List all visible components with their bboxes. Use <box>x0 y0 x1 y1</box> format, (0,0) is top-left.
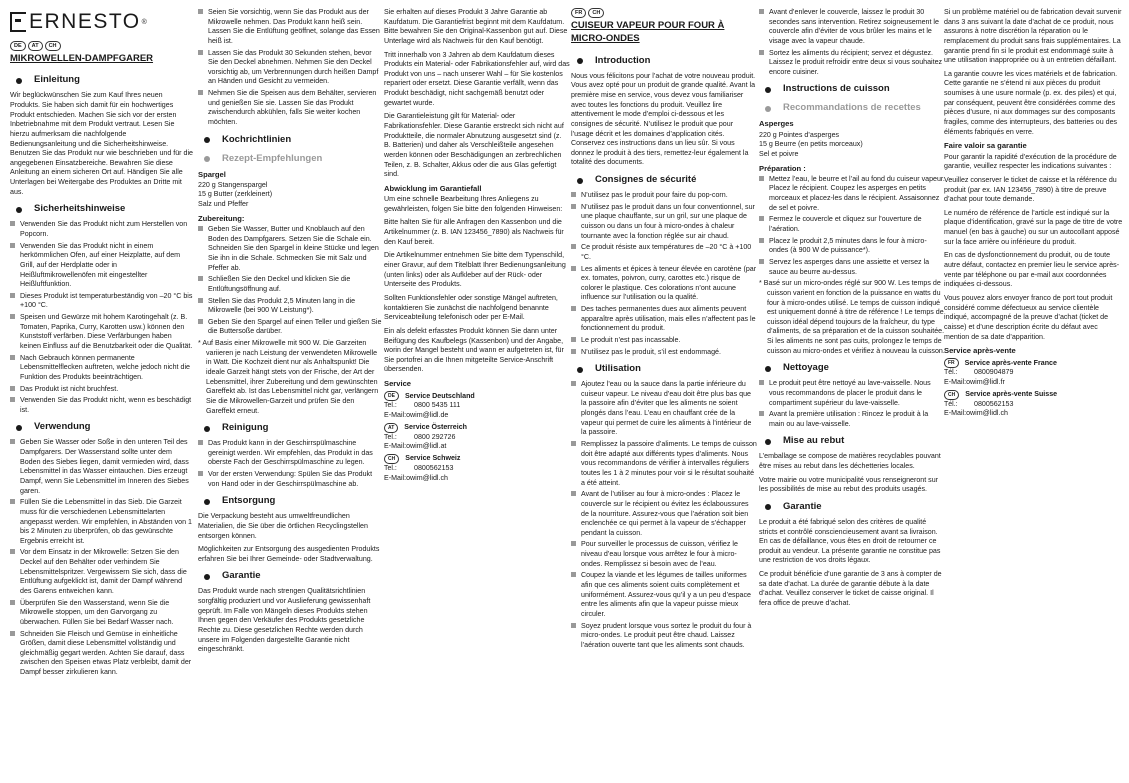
service-name: Service après-vente France <box>964 358 1057 367</box>
tel-label: Tel.: <box>384 464 397 472</box>
de-claim-text: Die Artikelnummer entnehmen Sie bitte dem Typenschild, einer Gravur, auf dem Titelblatt Ihrer Bedienungsanleitung (unten links) oder als Aufkleber auf der Rück- oder Unterseite des Produkts. <box>384 251 566 289</box>
fr-service-heading: Service après-vente <box>944 346 1016 356</box>
de-use-item: Seien Sie vorsichtig, wenn Sie das Produkt aus der Mikrowelle nehmen. Das Produkt kann heiß sein. Lassen Sie die Entlüftung geöffnet, solange das Essen heiß ist. <box>198 8 382 47</box>
service-name: Service Deutschland <box>404 391 475 400</box>
fr-warranty-heading: Garantie <box>759 501 945 514</box>
de-warranty-text: Die Garantieleistung gilt für Material- oder Fabrikationsfehler. Diese Garantie erstreckt sich nicht auf Produktteile, die normaler Abnutzung ausgesetzt sind (z. B. Batterien) und daher als Verschleißteile angesehen werden können oder Beschädigungen an zerbrechlichen Teilen, z. B. Schalter, Akkus oder die aus Glas gefertigt sind. <box>384 112 564 179</box>
fr-warranty-text: Le produit a été fabriqué selon des critères de qualité stricts et contrôlé consciencieusement avant sa livraison. En cas de défaillance, vous êtes en droit de retourner ce produit au vendeur. La présente garantie ne constitue pas une restriction de vos droits légaux. <box>759 517 941 565</box>
column-1 <box>10 8 194 680</box>
lang-badge: CH <box>588 8 604 18</box>
service-phone[interactable]: 0800562153 <box>414 463 454 472</box>
fr-use-item: Soyez prudent lorsque vous sortez le produit du four à micro-ondes. Le produit peut être chaud. Laissez l’aération ouverte tant que les aliments sont chauds. <box>571 622 757 651</box>
lang-badge: FR <box>571 8 586 18</box>
service-phone[interactable]: 0800 5435 111 <box>414 401 461 410</box>
service-email[interactable]: E-Mail:owim@lidl.ch <box>944 409 1008 418</box>
de-use-item: Schneiden Sie Fleisch und Gemüse in einheitliche Größen, damit diese Lebensmittel vollständig und gleichmäßig gegart werden. Achten Sie darauf, dass zwischen den Speisen etwas Platz verbleibt, damit der Dampf besser zirkulieren kann. <box>10 630 194 678</box>
de-clean-item: Vor der ersten Verwendung: Spülen Sie das Produkt von Hand oder in der Geschirrspülmaschine ab. <box>198 470 382 489</box>
de-disposal-text: Möglichkeiten zur Entsorgung des ausgedienten Produkts erfahren Sie bei Ihrer Gemeinde- oder Stadtverwaltung. <box>198 545 380 563</box>
de-safety-heading: Sicherheitshinweise <box>10 203 194 216</box>
service-name: Service après-vente Suisse <box>965 389 1058 398</box>
fr-prep-step: Mettez l’eau, le beurre et l’ail au fond du cuiseur vapeur. Placez le récipient. Coupez les asperges en petits morceaux et placez-les dans le récipient. Assaisonnez de sel et poivre. <box>759 175 945 214</box>
service-email[interactable]: E-Mail:owim@lidl.ch <box>384 473 448 482</box>
fr-prep-heading: Préparation : <box>759 163 806 173</box>
fr-warranty-text: La garantie couvre les vices matériels et de fabrication. Cette garantie ne s’étend ni aux pièces du produit soumises à une usure normale (p. ex. des piles) et qui, par conséquent, peuvent être considérées comme des pièces d’usure, ni aux dommages sur des composants fragiles, comme des interrupteurs, des batteries ou des éléments fabriqués en verre. <box>944 69 1118 136</box>
de-ingredient: 15 g Butter (zerkleinert) <box>198 190 273 199</box>
fr-prep-step: Fermez le couvercle et cliquez sur l’ouverture de l’aération. <box>759 215 945 234</box>
de-warranty-text: Das Produkt wurde nach strengen Qualitätsrichtlinien sorgfältig produziert und vor Auslieferung gewissenhaft geprüft. Im Falle von Mängeln dieses Produkts stehen Ihnen gegen den Verkäufer des Produkts gesetzliche Rechte zu. Diese gesetzlichen Rechte werden durch unsere im Folgenden dargestellte Garantie nicht eingeschränkt. <box>198 587 371 654</box>
tel-label: Tél.: <box>944 400 958 408</box>
de-language-badges <box>10 41 194 51</box>
column-4 <box>571 8 757 652</box>
de-recipe-heading: Rezept-Empfehlungen <box>198 153 382 166</box>
column-2 <box>198 8 382 659</box>
country-badge: AT <box>384 423 398 433</box>
fr-safety-item: N’utilisez pas le produit pour faire du pop-corn. <box>571 191 757 201</box>
fr-ingredient: 15 g Beurre (en petits morceaux) <box>759 140 863 149</box>
de-intro-text: Wir beglückwünschen Sie zum Kauf Ihres neuen Produkts. Sie haben sich damit für ein hochwertiges Produkt entschieden. Machen Sie sich vor der ersten Inbetriebnahme mit dem Produkt vertraut. Lesen Sie hierzu aufmerksam die nachfolgende Bedienungsanleitung und die Sicherheitshinweise. Benutzen Sie das Produkt nur wie beschrieben und für die angegebenen Einsatzbereiche. Bewahren Sie diese Anleitung an einem sicheren Ort auf. Händigen Sie alle Unterlagen bei Weitergabe des Produktes an Dritte mit aus. <box>10 91 193 196</box>
de-cook-heading: Kochrichtlinien <box>198 134 382 147</box>
fr-safety-heading: Consignes de sécurité <box>571 174 757 187</box>
country-badge: FR <box>944 358 959 368</box>
de-use-item: Überprüfen Sie den Wasserstand, wenn Sie die Mikrowelle stoppen, um den Garvorgang zu überwachen. Füllen Sie bei Bedarf Wasser nach. <box>10 599 194 628</box>
service-block-fr <box>944 358 1124 387</box>
fr-clean-heading: Nettoyage <box>759 362 945 375</box>
de-use-item: Vor dem Einsatz in der Mikrowelle: Setzen Sie den Deckel auf den Behälter oder verhindern Sie Lebensmittelspritzer. Vergewissern Sie sich, dass die Entlüftung aufgeklickt ist, damit der Dampf während des Garens entweichen kann. <box>10 548 194 596</box>
de-clean-item: Das Produkt kann in der Geschirrspülmaschine gereinigt werden. Wir empfehlen, das Produkt in das oberste Fach der Geschirrspülmaschine zu legen. <box>198 439 382 468</box>
lang-badge: DE <box>10 41 26 51</box>
de-use-item: Nehmen Sie die Speisen aus dem Behälter, servieren und genießen Sie sie. Lassen Sie das Produkt zwischendurch abkühlen, falls Sie weiter kochen möchten. <box>198 89 382 128</box>
de-use-heading: Verwendung <box>10 421 194 434</box>
de-safety-item: Speisen und Gewürze mit hohem Karotingehalt (z. B. Tomaten, Paprika, Curry, Karotten usw.) können den Kunststoff verfärben. Diese Verfärbungen haben keinen Einfluss auf die Benutzbarkeit oder die Qualität. <box>10 313 194 352</box>
fr-claim-text: En cas de dysfonctionnement du produit, ou de toute autre défaut, contactez en premier lieu le service après-vente par téléphone ou par e-mail aux coordonnées indiquées ci-dessous. <box>944 251 1120 289</box>
fr-claim-text: Pour garantir la rapidité d’exécution de la procédure de garantie, veuillez respecter les indications suivantes : <box>944 152 1117 171</box>
fr-recipe-name: Asperges <box>759 119 794 129</box>
de-claim-text: Sollten Funktionsfehler oder sonstige Mängel auftreten, kontaktieren Sie zunächst die nachfolgend benannte Serviceabteilung telefonisch oder per E-Mail. <box>384 293 558 322</box>
fr-use-item: Sortez les aliments du récipient; servez et dégustez. Laissez le produit refroidir entre deux si vous souhaitez encore cuisiner. <box>759 49 945 78</box>
country-badge: CH <box>944 390 959 400</box>
de-safety-item: Das Produkt ist nicht bruchfest. <box>10 385 194 395</box>
fr-clean-item: Le produit peut être nettoyé au lave-vaisselle. Nous vous recommandons de placer le produit dans le compartiment supérieur du lave-vaisselle. <box>759 379 945 408</box>
fr-footnote: * Basé sur un micro-ondes réglé sur 900 W. Les temps de cuisson varient en fonction de la puissance en watts du four à micro-ondes utilisé. Le temps de cuisson indiqué est uniquement donné à titre de référence ! Le temps de cuisson idéal dépend toujours de la fraîcheur, du type d’aliments, de sa préparation et de la cuisson souhaitée. Si les aliments ne sont pas cuits, prolongez le temps de cuisson au micro-ondes et vérifiez à nouveau la cuisson. <box>759 279 945 355</box>
fr-use-item: Coupez la viande et les légumes de tailles uniformes afin que ces aliments soient cuits complètement et uniformément. Assurez-vous qu’il y a un peu d’espace entre les aliments afin que la vapeur puisse mieux circuler. <box>571 571 757 619</box>
service-block-de <box>384 391 570 420</box>
fr-warranty-text: Si un problème matériel ou de fabrication devait survenir dans 3 ans suivant la date d’achat de ce produit, nous assurons à notre discrétion la réparation ou le remplacement du produit sans frais supplémentaires. La garantie prend fin si le produit est endommagé suite à une utilisation inappropriée ou à un entretien défaillant. <box>944 8 1122 65</box>
fr-use-item: Avant de l’utiliser au four à micro-ondes : Placez le couvercle sur le récipient ou évitez les éclaboussures de la nourriture. Assurez-vous que l’aération soit bien enclenchée ce qui permet à la vapeur de s’échapper pendant la cuisson. <box>571 490 757 538</box>
fr-safety-item: Le produit n’est pas incassable. <box>571 336 757 346</box>
column-5 <box>759 8 945 613</box>
de-recipe-name: Spargel <box>198 169 226 179</box>
de-claim-text: Ein als defekt erfasstes Produkt können Sie dann unter Beifügung des Kaufbelegs (Kassenbon) und der Angabe, worin der Mangel besteht und wann er aufgetreten ist, für Sie portofrei an die Ihnen mitgeteilte Service-Anschrift übersenden. <box>384 326 564 374</box>
de-footnote: * Auf Basis einer Mikrowelle mit 900 W. Die Garzeiten variieren je nach Leistung der verwendeten Mikrowelle in Watt. Die Kochzeit dient nur als Anhaltspunkt! Die ideale Garzeit hängt stets von der Frische, der Art der Lebensmittel, ihrer Zubereitung und dem gewünschten Gareffekt ab. Ist das Lebensmittel nicht gar, verlängern Sie die Mikrowellen-Garzeit und prüfen Sie den Gareffekt erneut. <box>198 339 379 415</box>
fr-use-item: Pour surveiller le processus de cuisson, vérifiez le niveau d’eau lorsque vous arrêtez le four à micro-ondes. Remplissez si besoin avec de l’eau. <box>571 540 757 569</box>
fr-prep-step: Placez le produit 2,5 minutes dans le four à micro-ondes (à 900 W de puissance*). <box>759 237 945 256</box>
fr-safety-item: Les aliments et épices à teneur élevée en carotène (par ex. tomates, poivron, curry, carottes etc.) risque de colorer le plastique. Ces colorations n’ont aucune influence sur l’utilisation ou la qualité. <box>571 265 757 304</box>
service-email[interactable]: E-Mail:owim@lidl.fr <box>944 378 1005 387</box>
de-warranty-heading: Garantie <box>198 570 382 583</box>
de-safety-item: Verwenden Sie das Produkt nicht zum Herstellen von Popcorn. <box>10 220 194 239</box>
fr-claim-text: Le numéro de référence de l’article est indiqué sur la plaque d’identification, gravé sur la page de titre de votre manuel (en bas à gauche) ou sur un autocollant apposé sur la face arrière ou inférieure du produit. <box>944 208 1123 246</box>
fr-safety-item: Ce produit résiste aux températures de –20 °C à +100 °C. <box>571 243 757 262</box>
column-6 <box>944 8 1124 419</box>
de-ingredient: Salz und Pfeffer <box>198 200 249 209</box>
de-prep-step: Schließen Sie den Deckel und klicken Sie die Entlüftungsöffnung auf. <box>198 275 382 294</box>
de-prep-step: Stellen Sie das Produkt 2,5 Minuten lang in die Mikrowelle (bei 900 W Leistung*). <box>198 297 382 316</box>
de-safety-item: Verwenden Sie das Produkt nicht in einem herkömmlichen Ofen, auf einer Heizplatte, auf dem Grill, auf der Herdplatte oder in Heißluftmikrowellenöfen mit eingestellter Heißluftfunktion. <box>10 242 194 290</box>
de-disposal-text: Die Verpackung besteht aus umweltfreundlichen Materialien, die Sie über die örtlichen Recyclingstellen entsorgen können. <box>198 512 368 540</box>
service-block-ch-fr <box>944 390 1124 419</box>
service-email[interactable]: E-Mail:owim@lidl.at <box>384 442 447 451</box>
fr-intro-heading: Introduction <box>571 55 757 68</box>
de-use-item: Füllen Sie die Lebensmittel in das Sieb. Die Garzeit muss für die verschiedenen Lebensmittelarten angepasst werden. Wir empfehlen, in Abständen von 1 bis 2 Minuten zu überprüfen, ob das gewünschte Ergebnis erreicht ist. <box>10 498 194 546</box>
brand-logo <box>10 8 194 37</box>
fr-safety-item: Des taches permanentes dues aux aliments peuvent apparaître après utilisation, mais elles n’affectent pas le fonctionnement du produit. <box>571 305 757 334</box>
service-phone[interactable]: 0800904879 <box>974 368 1014 377</box>
service-block-at <box>384 423 570 452</box>
de-clean-heading: Reinigung <box>198 422 382 435</box>
fr-use-item: Avant d’enlever le couvercle, laissez le produit 30 secondes sans intervention. Retirez soigneusement le couvercle afin d’éviter de vous brûler les mains et le visage avec la vapeur chaude. <box>759 8 945 47</box>
de-prep-heading: Zubereitung: <box>198 213 245 223</box>
service-phone[interactable]: 0800 292726 <box>414 432 456 441</box>
fr-safety-item: N’utilisez pas le produit dans un four conventionnel, sur une plaque chauffante, sur un gril, sur une plaque de cuisson ou dans un four à micro-ondes à chaleur tournante avec la fonction réglée sur air chaud. <box>571 203 757 242</box>
column-3 <box>384 8 570 483</box>
tel-label: Tel.: <box>384 402 397 410</box>
fr-use-item: Remplissez la passoire d’aliments. Le temps de cuisson doit être adapté aux différents types d’aliments. Nous vous recommandons de vérifier à intervalles réguliers toutes les 1 à 2 minutes pour voir si le résultat souhaité a été atteint. <box>571 440 757 488</box>
fr-disposal-text: L’emballage se compose de matières recyclables pouvant être mises au rebut dans les déchetteries locales. <box>759 452 941 471</box>
fr-recipe-heading: Recommandations de recettes <box>759 102 945 115</box>
brand-e-icon <box>10 12 26 32</box>
de-claim-text: Um eine schnelle Bearbeitung Ihres Anliegens zu gewährleisten, folgen Sie bitte den folgenden Hinweisen: <box>384 195 563 213</box>
lang-badge: CH <box>45 41 61 51</box>
country-badge: DE <box>384 391 399 401</box>
fr-clean-item: Avant la première utilisation : Rincez le produit à la main ou au lave-vaisselle. <box>759 410 945 429</box>
country-badge: CH <box>384 454 399 464</box>
brand-reg: ® <box>141 18 149 26</box>
fr-intro-text: Nous vous félicitons pour l’achat de votre nouveau produit. Vous avez opté pour un produit de grande qualité. Avant la première mise en service, vous devez vous familiariser avec toutes les fonctions du produit. Veuillez lire attentivement le mode d’emploi ci-dessous et les consignes de sécurité. N’utilisez le produit que pour l’usage décrit et les domaines d’application cités. Conservez ces instructions dans un lieu sûr. Si vous donnez le produit à des tiers, remettez-leur également la totalité des documents. <box>571 71 756 167</box>
service-phone[interactable]: 0800562153 <box>974 399 1014 408</box>
fr-safety-item: N’utilisez pas le produit, s’il est endommagé. <box>571 348 757 358</box>
service-name: Service Schweiz <box>405 454 461 463</box>
de-claim-text: Bitte halten Sie für alle Anfragen den Kassenbon und die Artikelnummer (z. B. IAN 123456_7890) als Nachweis für den Kauf bereit. <box>384 218 564 246</box>
fr-use-heading: Utilisation <box>571 363 757 376</box>
fr-ingredient: 220 g Pointes d’asperges <box>759 130 840 139</box>
fr-disposal-heading: Mise au rebut <box>759 435 945 448</box>
service-block-ch <box>384 454 570 483</box>
de-prep-step: Geben Sie Wasser, Butter und Knoblauch auf den Boden des Dampfgarers. Setzen Sie die Schale ein. Schneiden Sie den Spargel in kleine Stücke und legen Sie ihn in die Schale. Schmecken Sie mit Salz und Pfeffer ab. <box>198 225 382 273</box>
de-disposal-heading: Entsorgung <box>198 495 382 508</box>
de-claim-heading: Abwicklung im Garantiefall <box>384 183 482 193</box>
fr-doc-title: CUISEUR VAPEUR POUR FOUR À MICRO-ONDES <box>571 20 725 44</box>
de-doc-title: MIKROWELLEN-DAMPFGARER <box>10 52 154 64</box>
service-name: Service Österreich <box>404 422 467 431</box>
de-service-heading: Service <box>384 379 412 389</box>
de-prep-step: Geben Sie den Spargel auf einen Teller und gießen Sie die Buttersoße darüber. <box>198 318 382 337</box>
fr-prep-step: Servez les asperges dans une assiette et versez la sauce au beurre au-dessus. <box>759 258 945 277</box>
de-use-item: Geben Sie Wasser oder Soße in den unteren Teil des Dampfgarers. Der Wasserstand sollte unter dem Boden des Siebes liegen, damit vermieden wird, dass Lebensmittel in das Wasser eintauchen. Dies erzeugt Dampf, wenn Sie Lebensmittel im Inneren des Siebes garen. <box>10 438 194 496</box>
tel-label: Tel.: <box>384 433 397 441</box>
fr-language-badges <box>571 8 757 18</box>
fr-claim-text: Vous pouvez alors envoyer franco de port tout produit considéré comme défectueux au service clientèle indiqué, accompagné de la preuve d’achat (ticket de caisse) et d’une description écrite du défaut avec mention de sa date d’apparition. <box>944 293 1113 341</box>
brand-name: ERNESTO <box>29 10 141 33</box>
de-safety-item: Nach Gebrauch können permanente Lebensmittelflecken auftreten, welche jedoch nicht die Funktion des Produkts beeinträchtigen. <box>10 354 194 383</box>
fr-claim-heading: Faire valoir sa garantie <box>944 141 1027 151</box>
lang-badge: AT <box>28 41 43 51</box>
de-warranty-text: Sie erhalten auf dieses Produkt 3 Jahre Garantie ab Kaufdatum. Die Garantiefrist beginnt mit dem Kaufdatum. Bitte bewahren Sie den Original-Kassenbon gut auf. Diese Unterlage wird als Nachweis für den Kauf benötigt. <box>384 8 568 45</box>
fr-use-item: Ajoutez l’eau ou la sauce dans la partie inférieure du cuiseur vapeur. Le niveau d’eau doit être plus bas que la passoire afin d’éviter que les aliments ne soient plongés dans l’eau. L’eau en chauffant crée de la vapeur qui permet de cuire les aliments à l’intérieur de la passoire. <box>571 380 757 438</box>
de-intro-heading: Einleitung <box>10 74 194 87</box>
fr-claim-text: Veuillez conserver le ticket de caisse et la référence du produit (par ex. IAN 123456_7890) à titre de preuve d’achat pour toute demande. <box>944 175 1117 204</box>
fr-ingredient: Sel et poivre <box>759 149 799 158</box>
de-safety-item: Dieses Produkt ist temperaturbeständig von –20 °C bis +100 °C. <box>10 292 194 311</box>
fr-warranty-text: Ce produit bénéficie d’une garantie de 3 ans à compter de sa date d’achat. La durée de garantie débute à la date d’achat. Veuillez conserver le ticket de caisse original. Il fera office de preuve d’achat. <box>759 570 942 607</box>
fr-cook-heading: Instructions de cuisson <box>759 83 945 96</box>
de-ingredient: 220 g Stangenspargel <box>198 180 268 189</box>
tel-label: Tél.: <box>944 369 958 377</box>
de-use-item: Lassen Sie das Produkt 30 Sekunden stehen, bevor Sie den Deckel abnehmen. Nehmen Sie den Deckel vorsichtig ab, um Verbrennungen durch heißen Dampf an Händen und Gesicht zu vermeiden. <box>198 49 382 88</box>
fr-disposal-text: Votre mairie ou votre municipalité vous renseigneront sur les possibilités de mise au rebut des produits usagés. <box>759 475 939 494</box>
de-safety-item: Verwenden Sie das Produkt nicht, wenn es beschädigt ist. <box>10 396 194 415</box>
service-email[interactable]: E-Mail:owim@lidl.de <box>384 411 449 420</box>
de-warranty-text: Tritt innerhalb von 3 Jahren ab dem Kaufdatum dieses Produkts ein Material- oder Fabrikationsfehler auf, wird das Produkt von uns – nach unserer Wahl – für Sie kostenlos repariert oder ersetzt. Diese Garantie verfällt, wenn das Produkt beschädigt, nicht sachgemäß benutzt oder gewartet wurde. <box>384 50 570 107</box>
